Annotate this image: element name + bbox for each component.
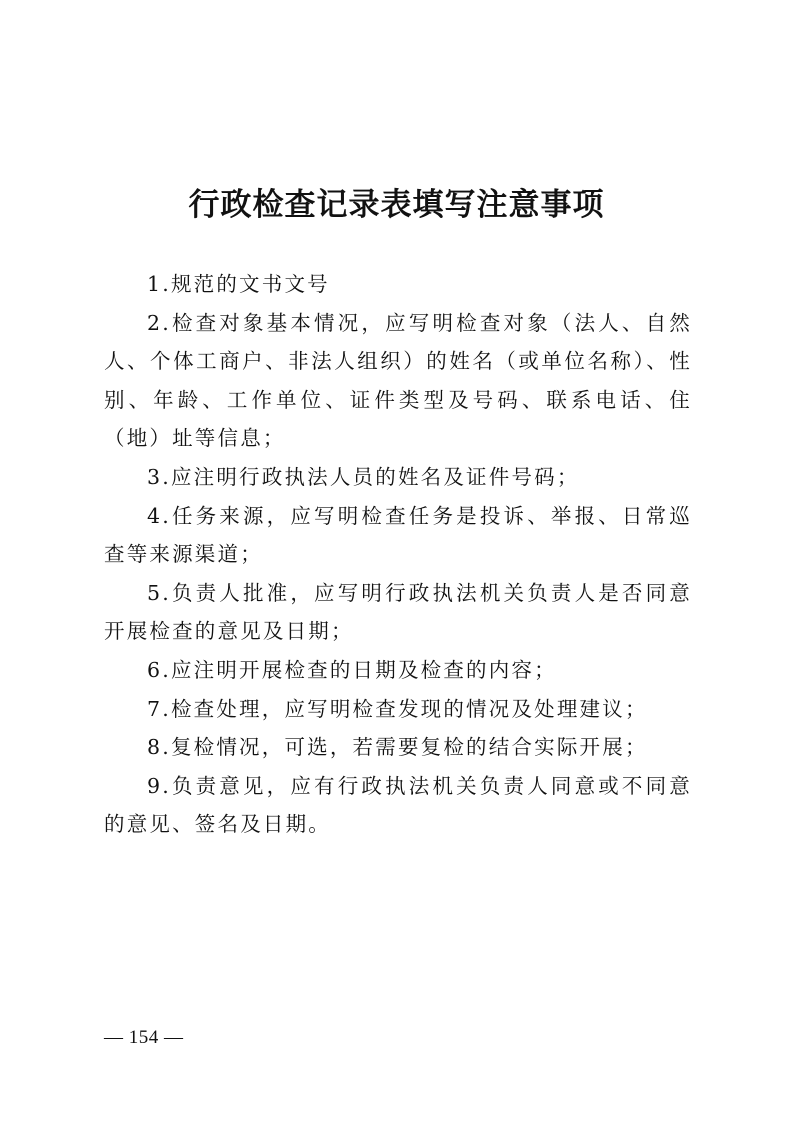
list-item: 2.检查对象基本情况，应写明检查对象（法人、自然人、个体工商户、非法人组织）的姓名（或单位名称）、性别、年龄、工作单位、证件类型及号码、联系电话、住（地）址等信息； (104, 310, 692, 451)
list-item: 4.任务来源，应写明检查任务是投诉、举报、日常巡查等来源渠道； (104, 503, 692, 567)
list-item: 8.复检情况，可选，若需要复检的结合实际开展； (147, 735, 648, 760)
list-item: 6.应注明开展检查的日期及检查的内容； (147, 657, 557, 682)
list-item: 5.负责人批准，应写明行政执法机关负责人是否同意开展检查的意见及日期； (104, 580, 692, 644)
list-item: 3.应注明行政执法人员的姓名及证件号码； (147, 464, 580, 489)
page-title: 行政检查记录表填写注意事项 (188, 187, 605, 223)
page-number: — 154 — (104, 1027, 184, 1048)
document-body (104, 265, 692, 844)
list-item: 9.负责意见，应有行政执法机关负责人同意或不同意的意见、签名及日期。 (104, 773, 692, 837)
list-item: 7.检查处理，应写明检查发现的情况及处理建议； (147, 696, 648, 721)
list-item: 1.规范的文书文号 (147, 272, 330, 296)
